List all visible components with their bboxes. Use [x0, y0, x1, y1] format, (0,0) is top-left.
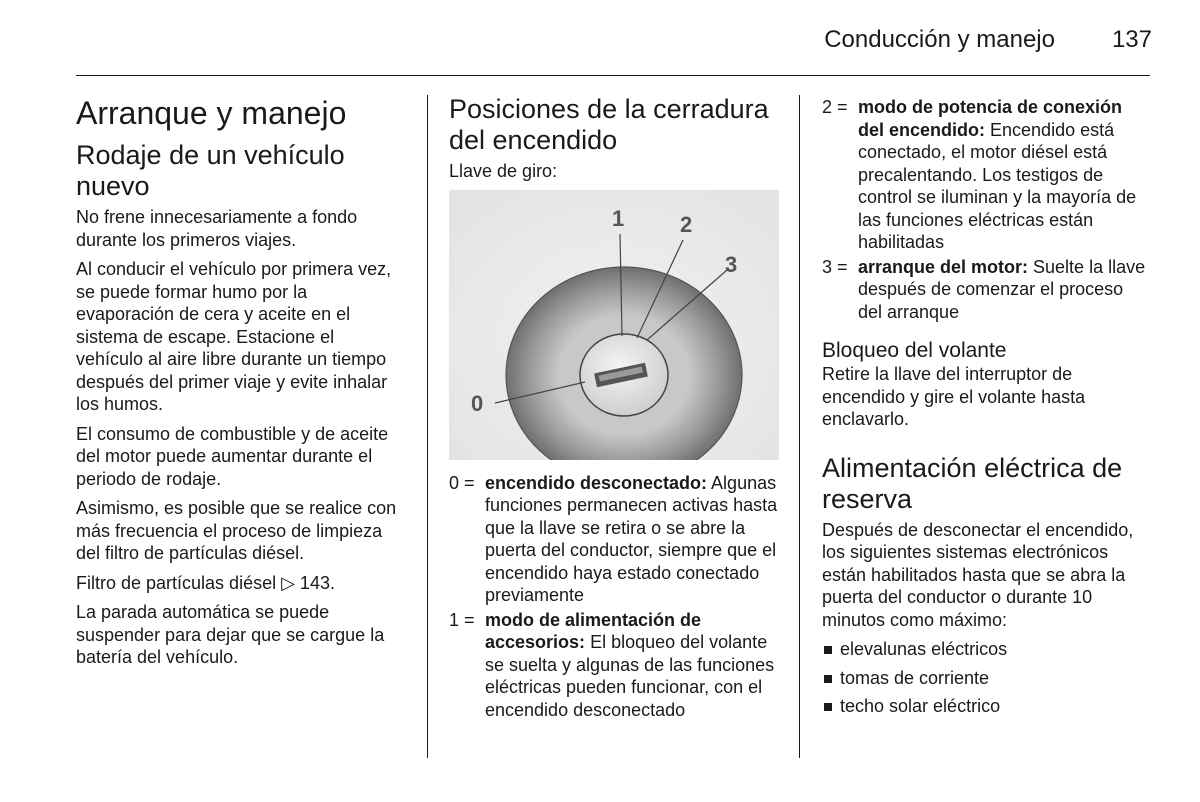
- definition-key: 0 =: [449, 472, 475, 493]
- definition-text: Encendido está conectado, el motor diésel está precalentando. Los testigos de control se iluminan y la mayoría de las funciones eléctricas están habilitadas: [858, 119, 1137, 252]
- section-heading-alimentacion: Alimentación eléctrica de reserva: [822, 452, 1123, 514]
- list-item: elevalunas eléctricos: [822, 638, 1152, 661]
- definition-text: Algunas funciones permanecen activas hasta que la llave se retira o se abre la puerta del conductor, siempre que el encendido haya estado conectado previamente: [485, 472, 778, 605]
- cross-reference[interactable]: Filtro de partículas diésel ▷ 143.: [76, 572, 335, 593]
- column-divider-right: [799, 95, 800, 758]
- definition-term: modo de potencia de conexión del encendido:: [858, 97, 1123, 140]
- ignition-switch-illustration: [449, 190, 779, 460]
- page-number: 137: [1111, 26, 1152, 53]
- position-0-label: 0: [471, 390, 484, 416]
- header-rule: [76, 75, 1150, 76]
- section-heading-cerradura: Posiciones de la cerradura del encendido: [449, 94, 769, 155]
- ignition-positions-list-continued: [822, 96, 1152, 323]
- position-1-label: 1: [612, 205, 625, 231]
- paragraph: Al conducir el vehículo por primera vez, se puede formar humo por la evaporación de cera y aceite en el sistema de escape. Estacione el vehículo al aire libre durante un tiempo después del primer viaje y evite inhalar los humos.: [76, 259, 392, 414]
- definition-term: arranque del motor:: [858, 256, 1029, 277]
- position-3-label: 3: [725, 251, 738, 277]
- chapter-heading: Arranque y manejo: [76, 95, 347, 131]
- list-item: techo solar eléctrico: [822, 695, 1152, 718]
- definition-text: Suelte la llave después de comenzar el proceso del arranque: [858, 256, 1146, 322]
- subsection-heading-bloqueo: Bloqueo del volante: [822, 339, 1007, 362]
- list-item: tomas de corriente: [822, 667, 1152, 690]
- paragraph: La parada automática se puede suspender para dejar que se cargue la batería del vehículo.: [76, 602, 385, 667]
- paragraph: El consumo de combustible y de aceite del motor puede aumentar durante el periodo de rodaje.: [76, 423, 389, 489]
- bullet-list: [822, 638, 1152, 718]
- definition-item: [822, 96, 1152, 254]
- figure-intro: Llave de giro:: [449, 161, 558, 181]
- column-left: [76, 90, 406, 676]
- definition-item: [449, 472, 779, 607]
- paragraph: Retire la llave del interruptor de encendido y gire el volante hasta enclavarlo.: [822, 364, 1086, 429]
- position-2-label: 2: [680, 211, 693, 237]
- header-section-title: Conducción y manejo: [824, 26, 1055, 53]
- definition-key: 1 =: [449, 609, 475, 630]
- definition-text: El bloqueo del volante se suelta y algunas de las funciones eléctricas pueden funcionar, con el encendido desconectado: [485, 632, 775, 720]
- ignition-positions-list: [449, 472, 779, 722]
- definition-key: 3 =: [822, 256, 848, 277]
- definition-item: [822, 256, 1152, 324]
- definition-term: encendido desconectado:: [485, 472, 708, 493]
- paragraph: Asimismo, es posible que se realice con más frecuencia el proceso de limpieza del filtro de partículas diésel.: [76, 498, 397, 563]
- ignition-switch-figure: [449, 190, 779, 460]
- definition-item: [449, 609, 779, 722]
- column-right: [822, 96, 1152, 724]
- paragraph: No frene innecesariamente a fondo durante los primeros viajes.: [76, 207, 358, 250]
- paragraph: Después de desconectar el encendido, los siguientes sistemas electrónicos están habilitados hasta que se abra la puerta del conductor o durante 10 minutos como máximo:: [822, 519, 1134, 630]
- section-heading-rodaje: Rodaje de un vehículo nuevo: [76, 140, 345, 201]
- definition-term: modo de alimentación de accesorios:: [485, 609, 702, 652]
- column-divider-left: [427, 95, 428, 758]
- column-middle: [449, 90, 779, 723]
- definition-key: 2 =: [822, 97, 848, 117]
